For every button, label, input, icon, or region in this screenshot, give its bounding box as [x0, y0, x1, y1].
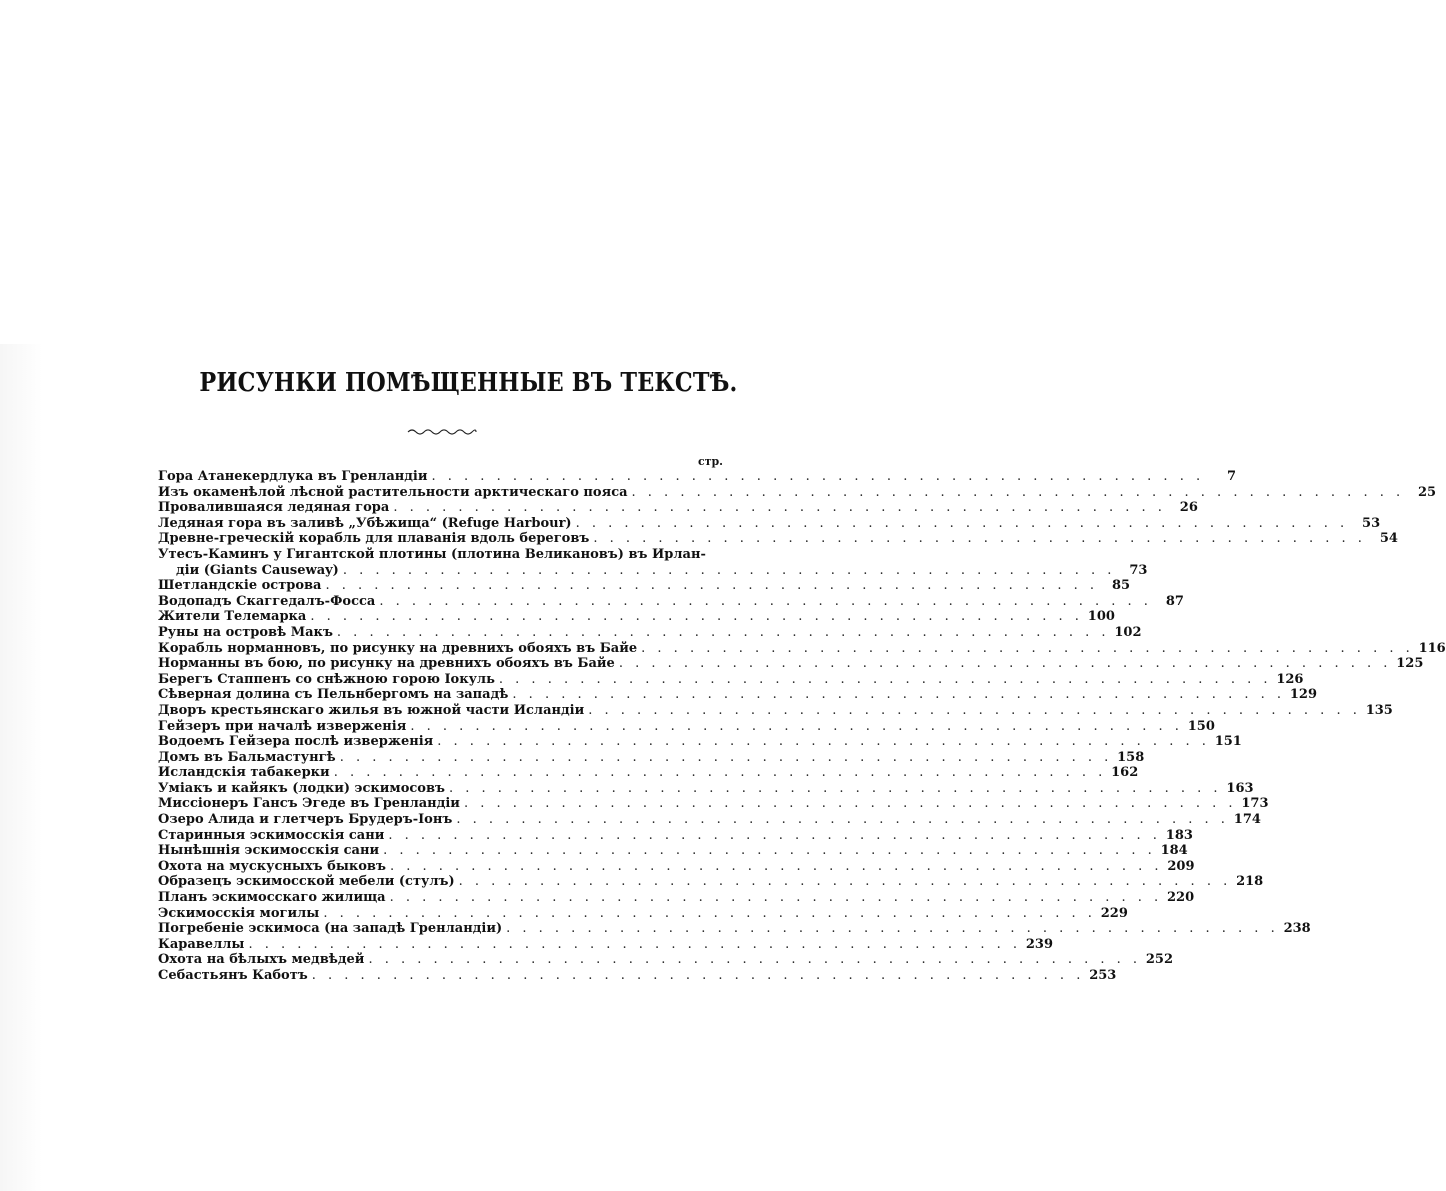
dot-leader — [339, 563, 1116, 579]
toc-entry — [158, 905, 1128, 922]
toc-entry-title: Провалившаяся ледяная гора — [158, 500, 390, 516]
dot-leader — [433, 734, 1210, 750]
toc-entry-title: Водопадъ Скаггедалъ-Фосса — [158, 593, 376, 609]
toc-entry-title: Ледяная гора въ заливѣ „Убѣжища“ (Refuge Harbour) — [158, 515, 572, 531]
toc-entry-page: 125 — [1396, 656, 1424, 672]
toc-entry-page: 53 — [1362, 515, 1381, 531]
toc-entry-page: 173 — [1241, 796, 1269, 812]
dot-leader — [637, 641, 1414, 657]
toc-entry-title: Утесъ-Каминъ у Гигантской плотины (плотина Великановъ) въ Ирлан- — [158, 546, 706, 562]
toc-entry-page: 26 — [1179, 500, 1198, 516]
toc-entry-title: Нынѣшнiя эскимосскiя сани — [158, 843, 380, 859]
toc-entry-title: Эскимосскiя могилы — [158, 905, 320, 921]
toc-entry-title: Каравеллы — [158, 936, 245, 952]
toc-entry-page: 183 — [1165, 827, 1193, 843]
toc-entry — [158, 702, 1393, 719]
page-title: РИСУНКИ ПОМѢЩЕННЫЕ ВЪ ТЕКСТѢ. — [199, 368, 738, 398]
dot-leader — [379, 843, 1156, 859]
dot-leader — [615, 656, 1392, 672]
page-column-header: стр. — [697, 455, 723, 468]
dot-leader — [306, 609, 1083, 625]
toc-entry-title: Жители Телемарка — [158, 609, 307, 625]
toc-entry-page: 158 — [1117, 749, 1145, 765]
toc-entry-page: 102 — [1114, 624, 1142, 640]
toc-entry-page: 151 — [1214, 734, 1242, 750]
toc-entry — [158, 656, 1424, 672]
toc-entry — [158, 843, 1188, 859]
toc-entry-page: 135 — [1365, 702, 1393, 718]
table-of-contents — [158, 455, 1446, 984]
dot-leader — [330, 765, 1107, 781]
toc-entry-title: Гора Атанекердлука въ Гренландiи — [158, 469, 428, 484]
toc-entry-title: Берегъ Стаппенъ со снѣжною горою Iокуль — [158, 671, 495, 687]
dot-leader — [389, 500, 1166, 516]
toc-entry — [158, 469, 1237, 485]
toc-entry-page: 163 — [1226, 780, 1254, 796]
toc-entry-title: Охота на мускусныхъ быковъ — [158, 858, 386, 874]
toc-entry-title: Озеро Алида и глетчеръ Брудеръ-Iонъ — [158, 812, 453, 828]
toc-entry-page: 252 — [1145, 952, 1174, 968]
dot-leader — [428, 469, 1205, 485]
toc-entry — [158, 827, 1193, 844]
dot-leader — [319, 906, 1096, 922]
toc-entry-title: Образецъ эскимосской мебели (стулъ) — [158, 874, 455, 890]
toc-entry — [158, 687, 1317, 703]
toc-entry-title: Погребенiе эскимоса (на западѣ Гренландiи) — [158, 921, 503, 937]
toc-entry-page: 150 — [1187, 718, 1215, 734]
toc-entry — [158, 968, 1117, 984]
toc-entry — [158, 500, 1198, 516]
dot-leader — [321, 578, 1098, 594]
dot-leader — [495, 672, 1272, 688]
dot-leader — [460, 796, 1237, 812]
dot-leader — [333, 625, 1110, 641]
toc-entry-page: 229 — [1100, 905, 1128, 921]
toc-entry — [158, 562, 1148, 579]
toc-entry-title: Шетландскiе острова — [158, 578, 322, 594]
toc-entry-page: 87 — [1165, 593, 1184, 609]
dot-leader — [589, 531, 1366, 547]
toc-entry-title: Сѣверная долина съ Пельнбергомъ на западѣ — [158, 687, 509, 703]
toc-entry-page: 184 — [1160, 843, 1188, 859]
toc-entry — [158, 515, 1381, 532]
toc-entry-title: дiи (Giants Causeway) — [176, 562, 339, 578]
toc-entry-page: 116 — [1418, 640, 1446, 656]
dot-leader — [244, 937, 1021, 953]
toc-entry — [158, 734, 1242, 750]
toc-entry — [158, 531, 1398, 547]
dot-leader — [308, 968, 1085, 984]
dot-leader — [384, 828, 1161, 844]
toc-entry-title: Водоемъ Гейзера послѣ изверженiя — [158, 734, 434, 750]
toc-entry — [158, 812, 1261, 828]
toc-entry — [158, 547, 724, 563]
toc-entry — [158, 609, 1115, 625]
toc-entry-title: Охота на бѣлыхъ медвѣдей — [158, 952, 365, 968]
dot-leader — [502, 921, 1279, 937]
toc-entry-page: 209 — [1167, 858, 1195, 874]
toc-list — [158, 469, 1446, 984]
dot-leader — [452, 812, 1229, 828]
toc-entry-page: 73 — [1129, 562, 1148, 578]
scan-edge-shadow — [0, 344, 42, 1191]
toc-entry — [158, 578, 1131, 594]
toc-entry-title: Умiакъ и кайякъ (лодки) эскимосовъ — [158, 780, 445, 796]
toc-entry — [158, 749, 1145, 766]
dot-leader — [375, 594, 1152, 610]
toc-entry — [158, 936, 1054, 953]
dot-leader — [336, 750, 1113, 766]
toc-entry — [158, 780, 1254, 797]
toc-entry — [158, 765, 1139, 781]
toc-entry-title: Миссiонеръ Гансъ Эгеде въ Гренландiи — [158, 796, 460, 812]
dot-leader — [364, 952, 1141, 968]
toc-entry-title: Старинныя эскимосскiя сани — [158, 827, 385, 843]
toc-entry-title: Древне-греческiй корабль для плаванiя вдоль береговъ — [158, 531, 590, 547]
dot-leader — [386, 859, 1163, 875]
dot-leader — [445, 781, 1222, 797]
toc-entry-page: 239 — [1025, 936, 1054, 952]
toc-entry-page: 129 — [1289, 687, 1317, 703]
toc-entry-page: 174 — [1233, 812, 1261, 828]
toc-entry-page: 85 — [1111, 578, 1131, 594]
dot-leader — [386, 890, 1163, 906]
dot-leader — [572, 516, 1349, 532]
toc-entry-page: 25 — [1418, 484, 1437, 500]
dot-leader — [508, 687, 1285, 703]
toc-entry — [158, 624, 1142, 641]
toc-entry-page: 218 — [1236, 874, 1264, 890]
toc-entry-title: Гейзеръ при началѣ изверженiя — [158, 718, 407, 734]
ornament-divider — [406, 426, 478, 438]
toc-entry-page: 220 — [1167, 890, 1195, 906]
toc-entry-page: 7 — [1227, 469, 1237, 484]
dot-leader — [584, 703, 1361, 719]
toc-entry-title: Себастьянъ Каботъ — [158, 968, 308, 983]
toc-entry-title: Дворъ крестьянскаго жилья въ южной части Исландiи — [158, 702, 585, 718]
toc-entry — [158, 874, 1264, 890]
toc-entry-title: Корабль норманновъ, по рисунку на древнихъ обояхъ въ Байе — [158, 640, 638, 656]
toc-entry-title: Норманны въ бою, по рисунку на древнихъ обояхъ въ Байе — [158, 656, 615, 672]
toc-entry-page: 238 — [1283, 921, 1311, 937]
toc-entry-page: 54 — [1379, 531, 1398, 547]
toc-entry — [158, 796, 1269, 812]
toc-entry-title: Планъ эскимосскаго жилища — [158, 890, 386, 906]
toc-entry — [158, 671, 1304, 688]
toc-entry-page: 100 — [1087, 609, 1115, 625]
toc-entry-title: Руны на островѣ Макъ — [158, 624, 333, 640]
toc-entry — [158, 718, 1215, 735]
dot-leader — [406, 719, 1183, 735]
toc-entry-title: Домъ въ Бальмастунгѣ — [158, 749, 336, 765]
toc-entry — [158, 890, 1195, 906]
toc-entry — [158, 484, 1437, 501]
toc-entry — [158, 858, 1195, 875]
toc-entry — [158, 593, 1184, 610]
toc-entry-title: Изъ окаменѣлой лѣсной растительности арктическаго пояса — [158, 484, 628, 500]
toc-entry — [158, 952, 1174, 968]
toc-entry-page: 253 — [1089, 968, 1117, 983]
toc-entry — [158, 921, 1311, 937]
toc-entry-page: 162 — [1111, 765, 1139, 781]
dot-leader — [455, 874, 1232, 890]
dot-leader — [628, 485, 1405, 501]
toc-entry-title: Исландскiя табакерки — [158, 765, 330, 781]
toc-entry — [158, 640, 1446, 657]
toc-entry-page: 126 — [1276, 671, 1304, 687]
